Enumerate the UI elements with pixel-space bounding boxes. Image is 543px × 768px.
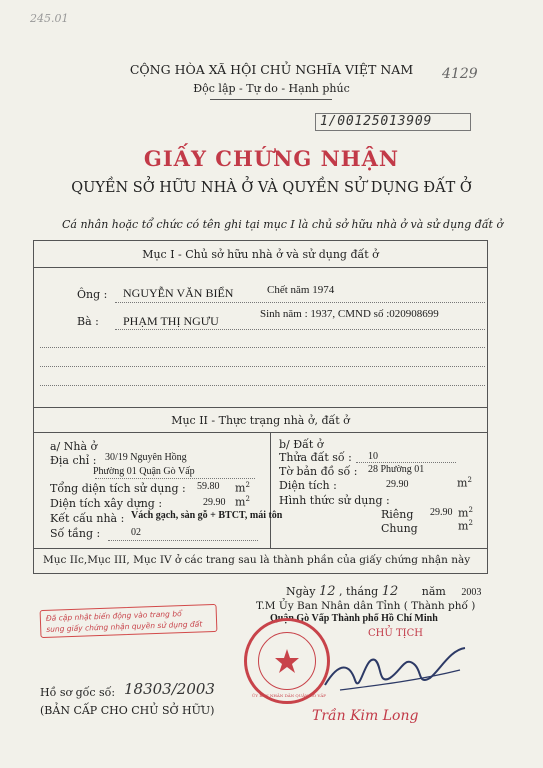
serial-number: 1/00125013909 xyxy=(315,113,471,131)
owner1-label: Ông : xyxy=(77,288,108,301)
address-label: Địa chỉ : xyxy=(50,454,97,467)
official-seal xyxy=(244,618,330,704)
corner-note: 245.01 xyxy=(30,12,69,25)
usage-label: Hình thức sử dụng : xyxy=(279,494,390,507)
seal-text: ỦY BAN NHÂN DÂN QUẬN GÒ VẤP xyxy=(252,693,326,698)
total-area-unit: $m^2$ xyxy=(235,481,250,495)
authority-line2: Quận Gò Vấp Thành phố Hồ Chí Minh xyxy=(270,613,438,624)
motto: Độc lập - Tự do - Hạnh phúc xyxy=(193,82,350,95)
date-line: Ngày 12 , tháng 12 năm 2003 xyxy=(286,584,482,599)
motto-underline xyxy=(210,99,332,100)
owner1-note: Chết năm 1974 xyxy=(267,284,335,296)
section1-heading: Mục I - Chủ sở hữu nhà ở và sử dụng đất ở xyxy=(142,248,379,261)
record-label: Hồ sơ gốc số: xyxy=(40,686,116,699)
document-title: GIẤY CHỨNG NHẬN xyxy=(143,146,400,171)
private-value: 29.90 xyxy=(430,507,453,518)
document-subtitle: QUYỀN SỞ HỮU NHÀ Ở VÀ QUYỀN SỬ DỤNG ĐẤT Ở xyxy=(71,180,472,196)
built-area-unit: $m^2$ xyxy=(235,495,250,509)
blank-line-1 xyxy=(40,347,485,348)
section2-top-line xyxy=(33,407,488,408)
authority-line1: T.M Ủy Ban Nhân dân Tỉnh ( Thành phố ) xyxy=(256,600,476,612)
total-area-label: Tổng diện tích sử dụng : xyxy=(50,482,186,495)
floors-dotline xyxy=(108,540,258,541)
built-area-label: Diện tích xây dựng : xyxy=(50,497,163,510)
copy-note: (BẢN CẤP CHO CHỦ SỞ HỮU) xyxy=(40,704,215,717)
floors-label: Số tầng : xyxy=(50,527,101,540)
plot-label: Thửa đất số : xyxy=(279,451,352,464)
house-heading: a/ Nhà ở xyxy=(50,440,98,453)
signature-mark xyxy=(320,640,470,700)
built-area-value: 29.90 xyxy=(203,497,226,508)
signer-name: Trần Kim Long xyxy=(312,708,419,724)
section2-divider xyxy=(270,432,271,548)
update-stamp: Đã cập nhật biến động vào trang bổ sung giấy chứng nhận quyền sử dụng đất xyxy=(40,604,218,638)
land-heading: b/ Đất ở xyxy=(279,438,324,451)
authority-role: CHỦ TỊCH xyxy=(368,628,423,639)
footer-note-line xyxy=(33,548,488,549)
corner-number: 4129 xyxy=(442,66,478,82)
section1-heading-line xyxy=(33,267,488,268)
map-value: 28 Phường 01 xyxy=(368,464,425,475)
owner1-name: NGUYỄN VĂN BIỂN xyxy=(123,286,234,300)
private-label: Riêng xyxy=(381,508,414,521)
address-line1: 30/19 Nguyên Hồng xyxy=(105,452,187,463)
structure-label: Kết cấu nhà : xyxy=(50,512,125,525)
land-area-label: Diện tích : xyxy=(279,479,337,492)
section2-heading: Mục II - Thực trạng nhà ở, đất ở xyxy=(171,414,350,427)
owner2-label: Bà : xyxy=(77,315,99,328)
owner2-note: Sinh năm : 1937, CMND số :020908699 xyxy=(260,308,439,320)
record-value: 18303/2003 xyxy=(124,680,215,698)
emblem-star-icon xyxy=(272,646,302,676)
address-line2: Phường 01 Quận Gò Vấp xyxy=(93,466,195,477)
footer-note: Mục IIc,Mục III, Mục IV ở các trang sau là thành phần của giấy chứng nhận này xyxy=(43,554,471,566)
land-area-unit: $m^2$ xyxy=(457,476,472,490)
intro-text: Cá nhân hoặc tổ chức có tên ghi tại mục I là chủ sở hữu nhà ở và sử dụng đất ở xyxy=(62,218,504,231)
owner2-name: PHẠM THỊ NGƯU xyxy=(123,314,219,328)
land-area-value: 29.90 xyxy=(386,479,409,490)
map-label: Tờ bản đồ số : xyxy=(279,465,358,478)
land-dotline xyxy=(356,462,456,463)
total-area-value: 59.80 xyxy=(197,481,220,492)
blank-line-3 xyxy=(40,385,485,386)
plot-value: 10 xyxy=(368,451,378,462)
private-unit: $m^2$ xyxy=(458,506,473,520)
country-header: CỘNG HÒA XÃ HỘI CHỦ NGHĨA VIỆT NAM xyxy=(129,62,414,77)
floors-value: 02 xyxy=(131,527,141,538)
shared-label: Chung xyxy=(381,522,418,535)
address-dotline xyxy=(95,478,255,479)
owner1-dotline xyxy=(115,302,485,303)
shared-unit: $m^2$ xyxy=(458,519,473,533)
structure-value: Vách gạch, sàn gỗ + BTCT, mái tôn xyxy=(131,510,283,521)
owner2-dotline xyxy=(115,329,485,330)
blank-line-2 xyxy=(40,366,485,367)
section2-heading-line xyxy=(33,432,488,433)
